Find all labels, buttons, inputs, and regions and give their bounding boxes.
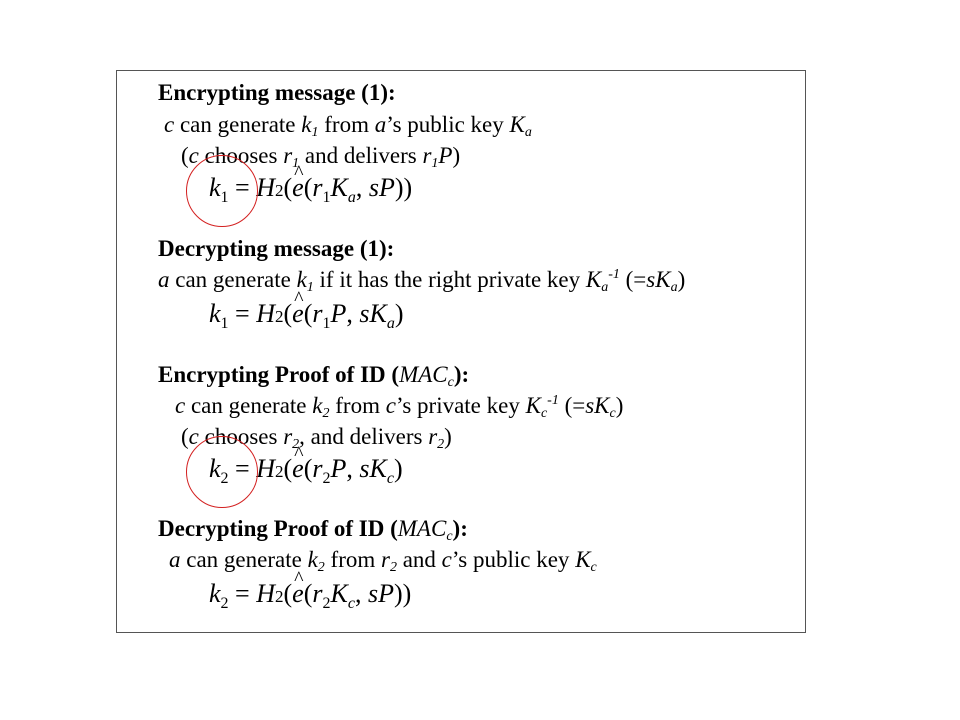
line-decrypt-id-1: a can generate k2 from r2 and c’s public key Kc (169, 547, 597, 575)
line-encrypt-id-2: (c chooses r2, and delivers r2) (181, 424, 452, 452)
line-encrypt-id-1: c can generate k2 from c’s private key $Kc^{-1}$ (=sKc) (175, 393, 624, 421)
heading-encrypting-proof-of-id: Encrypting Proof of ID (MACc): (158, 362, 470, 390)
line-encrypt-msg-2: (c chooses r1 and delivers r1P) (181, 143, 461, 171)
annotation-circle-k1 (186, 155, 258, 227)
heading-decrypting-message: Decrypting message (1): (158, 236, 395, 261)
equation-encrypt-msg: $k_1$ = H2(^ $e(r_1K_a$, sP)) (209, 175, 412, 206)
slide-frame (116, 70, 806, 633)
equation-encrypt-id: $k_2$ = H2(^ $e(r_2P$, $sK_c$) (209, 456, 403, 487)
line-decrypt-msg-1: a can generate k1 if it has the right private key $Ka^{-1}$ (=sKa) (158, 267, 686, 295)
equation-decrypt-id: $k_2$ = H2(^ $e(r_2K_c$, sP)) (209, 581, 411, 612)
equation-decrypt-msg: $k_1$ = H2(^ $e(r_1P$, $sK_a$) (209, 301, 404, 332)
annotation-circle-k2 (186, 436, 258, 508)
heading-encrypting-message: Encrypting message (1): (158, 80, 396, 105)
heading-decrypting-proof-of-id: Decrypting Proof of ID (MACc): (158, 516, 468, 544)
line-encrypt-msg-1: c can generate k1 from a’s public key Ka (164, 112, 532, 140)
